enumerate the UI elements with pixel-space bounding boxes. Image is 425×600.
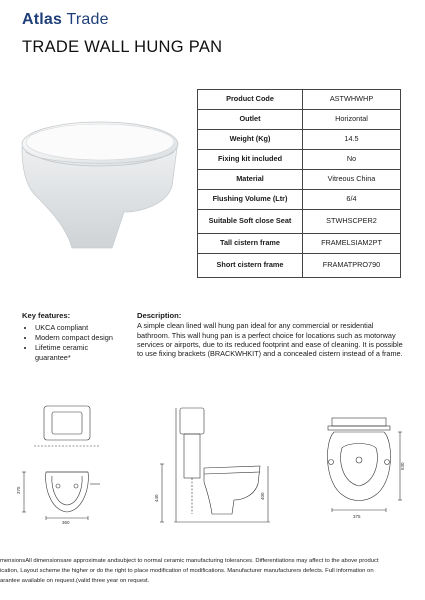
list-item: • UKCA compliant <box>35 323 122 332</box>
spec-label: Weight (Kg) <box>198 130 303 150</box>
spec-value: Vitreous China <box>303 170 401 190</box>
spec-value: FRAMELSIAM2PT <box>303 234 401 254</box>
spec-row <box>198 90 401 110</box>
spec-label: Flushing Volume (Ltr) <box>198 190 303 210</box>
spec-label: Tall cistern frame <box>198 234 303 254</box>
spec-row <box>198 234 401 254</box>
key-features-heading: Key features: <box>22 311 71 320</box>
spec-row <box>198 130 401 150</box>
footer-line: arantee available on request.(valid three year on request. <box>0 578 150 584</box>
front-elevation-drawing <box>14 400 124 528</box>
spec-row <box>198 170 401 190</box>
key-features-list <box>22 323 122 362</box>
side-dimension-a: 440 <box>154 494 159 502</box>
front-height-dimension: 375 <box>16 486 21 494</box>
spec-value: No <box>303 150 401 170</box>
list-item: • Lifetime ceramic guarantee* <box>35 343 122 361</box>
spec-label: Product Code <box>198 90 303 110</box>
description <box>137 311 405 358</box>
spec-value: 6/4 <box>303 190 401 210</box>
page-title: TRADE WALL HUNG PAN <box>22 38 223 56</box>
spec-row <box>198 210 401 234</box>
side-elevation-drawing <box>150 404 280 528</box>
brand-logo <box>22 11 109 29</box>
top-width-dimension: 375 <box>353 514 361 519</box>
brand-name-light: Trade <box>66 11 109 28</box>
spec-label: Material <box>198 170 303 190</box>
list-item: • Modern compact design <box>35 333 122 342</box>
spec-label: Fixing kit included <box>198 150 303 170</box>
spec-label: Suitable Soft close Seat <box>198 210 303 234</box>
wall-hung-pan-image <box>12 108 182 258</box>
side-dimension-b: 400 <box>260 492 265 500</box>
footer-line: mensionsAll dimensionsare approximate andsubject to normal ceramic manufacturing tolerances. Differentiations may affect to the above product <box>0 558 379 564</box>
top-view-drawing <box>314 412 410 530</box>
spec-row <box>198 254 401 278</box>
spec-row <box>198 150 401 170</box>
description-heading: Description: <box>137 311 182 320</box>
spec-value: FRAMATPRO790 <box>303 254 401 278</box>
footer-disclaimer <box>0 556 425 586</box>
spec-label: Short cistern frame <box>198 254 303 278</box>
brand-name-bold: Atlas <box>22 11 63 28</box>
spec-label: Outlet <box>198 110 303 130</box>
spec-value: ASTWHWHP <box>303 90 401 110</box>
spec-value: Horizontal <box>303 110 401 130</box>
front-width-dimension: 360 <box>62 520 70 525</box>
key-features <box>22 311 122 363</box>
spec-row <box>198 190 401 210</box>
spec-value: 14.5 <box>303 130 401 150</box>
spec-value: STWHSCPER2 <box>303 210 401 234</box>
spec-table <box>197 89 401 278</box>
description-text: A simple clean lined wall hung pan ideal for any commercial or residential bathroom. This wall hung pan is a perfect choice for locations such as motorway services or airports, due to its reduced footprint and ease of cleaning. It is possible to use fixing brackets (BRACKWHKIT) and a concealed cistern instead of a frame. <box>137 321 403 359</box>
spec-row <box>198 110 401 130</box>
footer-line: ication, Layout scheme the higher or do the right to place modification of modifications. Manufacturer manufacturers defects. Full information on <box>0 568 374 574</box>
top-depth-dimension: 530 <box>400 462 405 470</box>
